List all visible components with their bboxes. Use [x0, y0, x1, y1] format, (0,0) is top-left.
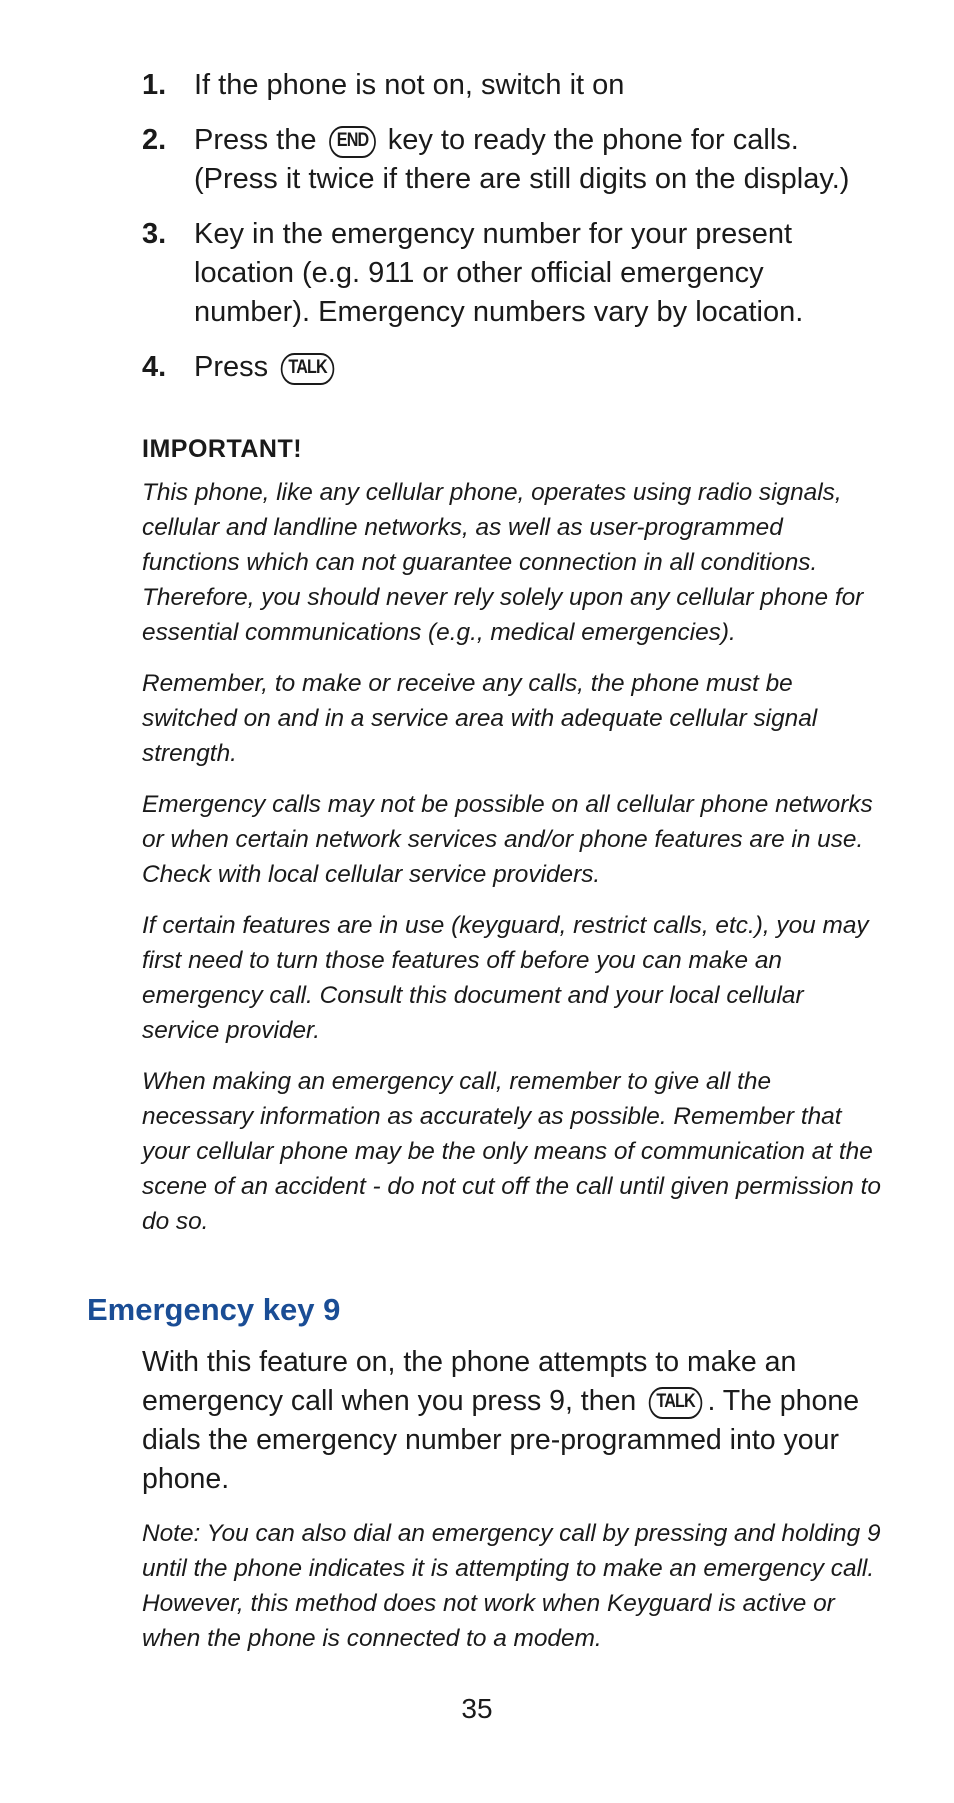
- emergency-call-steps: [142, 66, 882, 403]
- step-2: [142, 121, 882, 199]
- step-text-before: Press: [194, 351, 277, 383]
- step-number: 2.: [142, 124, 167, 156]
- section-body-text-after: . The phone dials the emergency number pre-programmed into your phone.: [142, 1385, 860, 1495]
- section-body: [142, 1343, 887, 1499]
- important-notes: [142, 475, 882, 1255]
- important-heading: IMPORTANT!: [142, 435, 303, 463]
- important-paragraph: If certain features are in use (keyguard, restrict calls, etc.), you may first need to turn those features off before you can make an emergency call. Consult this document and your local cellular service provider.: [142, 912, 869, 1044]
- step-3: [142, 215, 882, 332]
- talk-key-icon: TALK: [281, 353, 335, 385]
- important-paragraph: This phone, like any cellular phone, operates using radio signals, cellular and landline networks, as well as user-programmed functions which can not guarantee connection in all conditions. Therefore, you should never rely solely upon any cellular phone for essential communications (e.g., medical emergencies).: [142, 479, 864, 646]
- step-1: [142, 66, 882, 105]
- important-paragraph: Remember, to make or receive any calls, the phone must be switched on and in a service area with adequate cellular signal strength.: [142, 670, 818, 767]
- step-number: 1.: [142, 69, 167, 101]
- step-text: If the phone is not on, switch it on: [194, 69, 625, 101]
- step-text-after: key to ready the phone for calls. (Press it twice if there are still digits on the display.): [194, 124, 850, 195]
- section-note: Note: You can also dial an emergency call by pressing and holding 9 until the phone indicates it is attempting to make an emergency call. However, this method does not work when Keyguard is active or when the phone is connected to a modem.: [142, 1520, 881, 1652]
- section-heading: Emergency key 9: [87, 1292, 341, 1327]
- talk-key-icon: TALK: [649, 1387, 703, 1419]
- end-key-icon: END: [329, 126, 376, 158]
- important-paragraph: Emergency calls may not be possible on all cellular phone networks or when certain network services and/or phone features are in use. Check with local cellular service providers.: [142, 791, 873, 888]
- important-paragraph: When making an emergency call, remember to give all the necessary information as accurately as possible. Remember that your cellular phone may be the only means of communication at the scene of an accident - do not cut off the call until given permission to do so.: [142, 1068, 881, 1235]
- page-number: 35: [461, 1693, 493, 1724]
- step-number: 3.: [142, 218, 167, 250]
- step-text: Key in the emergency number for your present location (e.g. 911 or other official emergency number). Emergency numbers vary by location.: [194, 218, 804, 328]
- step-4: [142, 348, 882, 387]
- section-body-text-before: With this feature on, the phone attempts to make an emergency call when you press 9, then: [142, 1346, 797, 1417]
- step-number: 4.: [142, 351, 167, 383]
- step-text-before: Press the: [194, 124, 325, 156]
